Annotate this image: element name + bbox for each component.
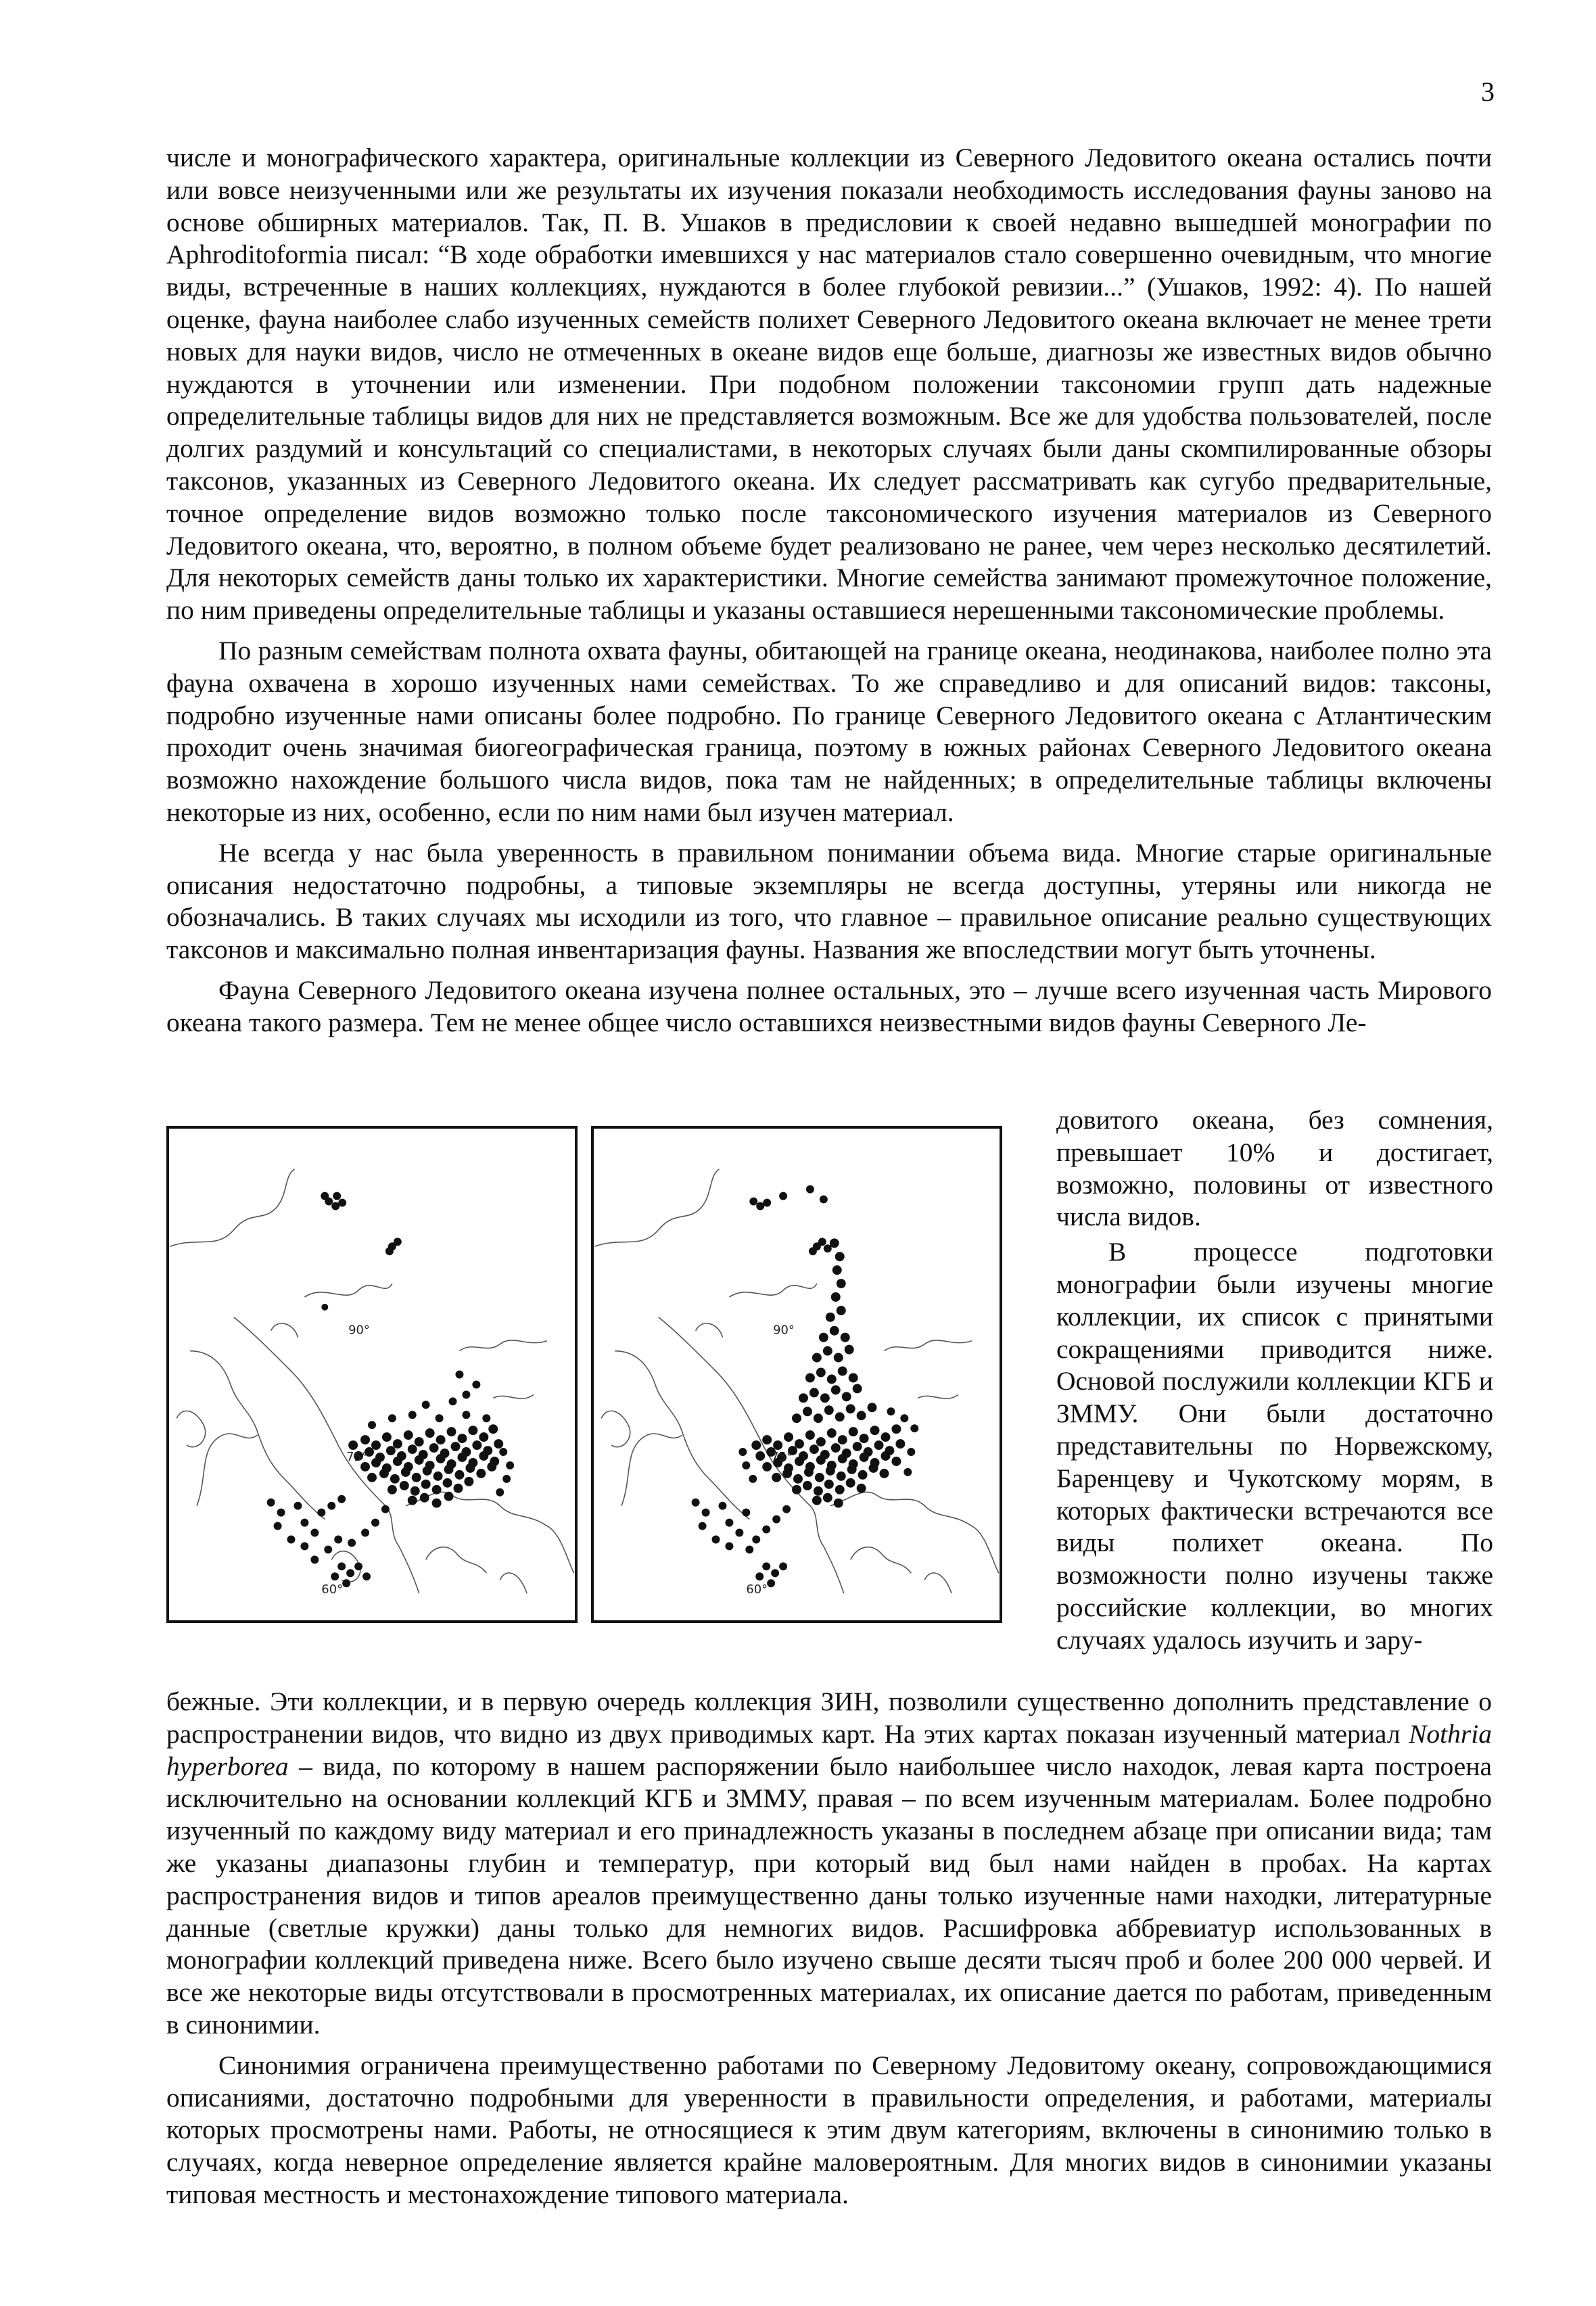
paragraph-1: числе и монографического характера, оригинальные коллекции из Северного Ледовитого океана остались почти или вовсе неизученными или же результаты их изучения показали необходимость исследования фауны заново на основе обширных материалов. Так, П. В. Ушаков в предисловии к своей недавно вышедшей монографии по Aphroditoformia писал: “В ходе обработки имевшихся у нас материалов стало совершенно очевидным, что многие виды, встреченные в наших коллекциях, нуждаются в более глубокой ревизии...” (Ушаков, 1992: 4). По нашей оценке, фауна наиболее слабо изученных семейств полихет Северного Ледовитого океана включает не менее трети новых для науки видов, число не отмеченных в океане видов еще больше, диагнозы же известных видов обычно нуждаются в уточнении или изменении. При подобном положении таксономии групп дать надежные определительные таблицы видов для них не представляется возможным. Все же для удобства пользователей, после долгих раздумий и консультаций со специалистами, в некоторых случаях были даны скомпилированные обзоры таксонов, указанных из Северного Ледовитого океана. Их следует рассматривать как сугубо предварительные, точное определение видов возможно только после таксономического изучения материалов из Северного Ледовитого океана, что, вероятно, в полном объеме будет реализовано не ранее, чем через несколько десятилетий. Для некоторых семейств даны только их характеристики. Многие семейства занимают промежуточное положение, по ним приведены определительные таблицы и указаны оставшиеся нерешенными таксономические проблемы. <box>166 143 1492 626</box>
paragraph-3: Не всегда у нас была уверенность в правильном понимании объема вида. Многие старые оригинальные описания недостаточно подробны, а типовые экземпляры не всегда доступны, утеряны или никогда не обозначались. В таких случаях мы исходили из того, что главное – правильное описание реально существующих таксонов и максимально полная инвентаризация фауны. Названия же впоследствии могут быть уточнены. <box>166 837 1492 965</box>
wrap-paragraph-1: довитого океана, без сомнения, превышает 10% и достигает, возможно, половины от известного числа видов. <box>1056 1105 1493 1232</box>
map-left <box>166 1126 578 1623</box>
map-left-label-75: 75° <box>346 1449 368 1464</box>
map-left-label-60: 60° <box>321 1582 344 1597</box>
paragraph-5-part2: – вида, по которому в нашем распоряжении было наибольшее число находок, левая карта построена исключительно на основании коллекций КГБ и ЗММУ, правая – по всем изученным материалам. Более подробно изученный по каждому виду материал и его принадлежность указаны в последнем абзаце при описании вида; там же указаны диапазоны глубин и температур, при который вид был нами найден в пробах. На картах распространения видов и типов ареалов преимущественно даны только изученные нами находки, литературные данные (светлые кружки) даны только для немногих видов. Расшифровка аббревиатур использованных в монографии коллекций приведена ниже. Всего было изучено свыше десяти тысяч проб и более 200 000 червей. И все же некоторые виды отсутствовали в просмотренных материалах, их описание дается по работам, приведенным в синонимии. <box>166 1751 1492 2040</box>
wrap-paragraph-2: В процессе подготовки монографии были изучены многие коллекции, их список с принятыми сокращениями приводится ниже. Основой послужили коллекции КГБ и ЗММУ. Они были достаточно представительны по Норвежскому, Баренцеву и Чукотскому морям, в которых фактически встречаются все виды полихет океана. По возможности полно изучены также российские коллекции, во многих случаях удалось изучить и зару- <box>1056 1237 1493 1655</box>
paragraph-2: По разным семействам полнота охвата фауны, обитающей на границе океана, неодинакова, наиболее полно эта фауна охвачена в хорошо изученных нами семействах. То же справедливо и для описаний видов: таксоны, подробно изученные нами описаны более подробно. По границе Северного Ледовитого океана с Атлантическим проходит очень значимая биогеографическая граница, поэтому в южных районах Северного Ледовитого океана возможно нахождение большого числа видов, пока там не найденных; в определительные таблицы включены некоторые из них, особенно, если по ним нами был изучен материал. <box>166 635 1492 827</box>
text-block-top <box>166 142 1492 1048</box>
page-number: 3 <box>1481 76 1495 107</box>
map-right-label-60: 60° <box>746 1582 768 1597</box>
text-wrap-column <box>1056 1104 1493 1660</box>
text-block-bottom <box>166 1686 1492 2219</box>
map-right <box>591 1126 1002 1623</box>
map-left-label-90: 90° <box>348 1323 370 1338</box>
map-left-svg <box>169 1129 575 1620</box>
map-right-label-90: 90° <box>773 1323 795 1338</box>
paragraph-4: Фауна Северного Ледовитого океана изучена полнее остальных, это – лучше всего изученная часть Мирового океана такого размера. Тем не менее общее число оставшихся неизвестными видов фауны Северного Ле- <box>166 974 1492 1037</box>
paragraph-5-part1: бежные. Эти коллекции, и в первую очередь коллекция ЗИН, позволили существенно дополнить представление о распространении видов, что видно из двух приводимых карт. На этих картах показан изученный материал <box>166 1687 1492 1749</box>
paragraph-5 <box>166 1686 1492 2042</box>
species-name: Nothria hyperborea <box>166 1718 1492 1781</box>
map-right-label-75: 75° <box>771 1449 793 1464</box>
paragraph-6: Синонимия ограничена преимущественно работами по Северному Ледовитому океану, сопровождающимися описаниями, достаточно подробными для уверенности в правильности определения, и работами, материалы которых просмотрены нами. Работы, не относящиеся к этим двум категориям, включены в синонимию только в случаях, когда неверное определение является крайне маловероятным. Для многих видов в синонимии указаны типовая местность и местонахождение типового материала. <box>166 2050 1492 2209</box>
map-right-svg <box>594 1129 1000 1620</box>
